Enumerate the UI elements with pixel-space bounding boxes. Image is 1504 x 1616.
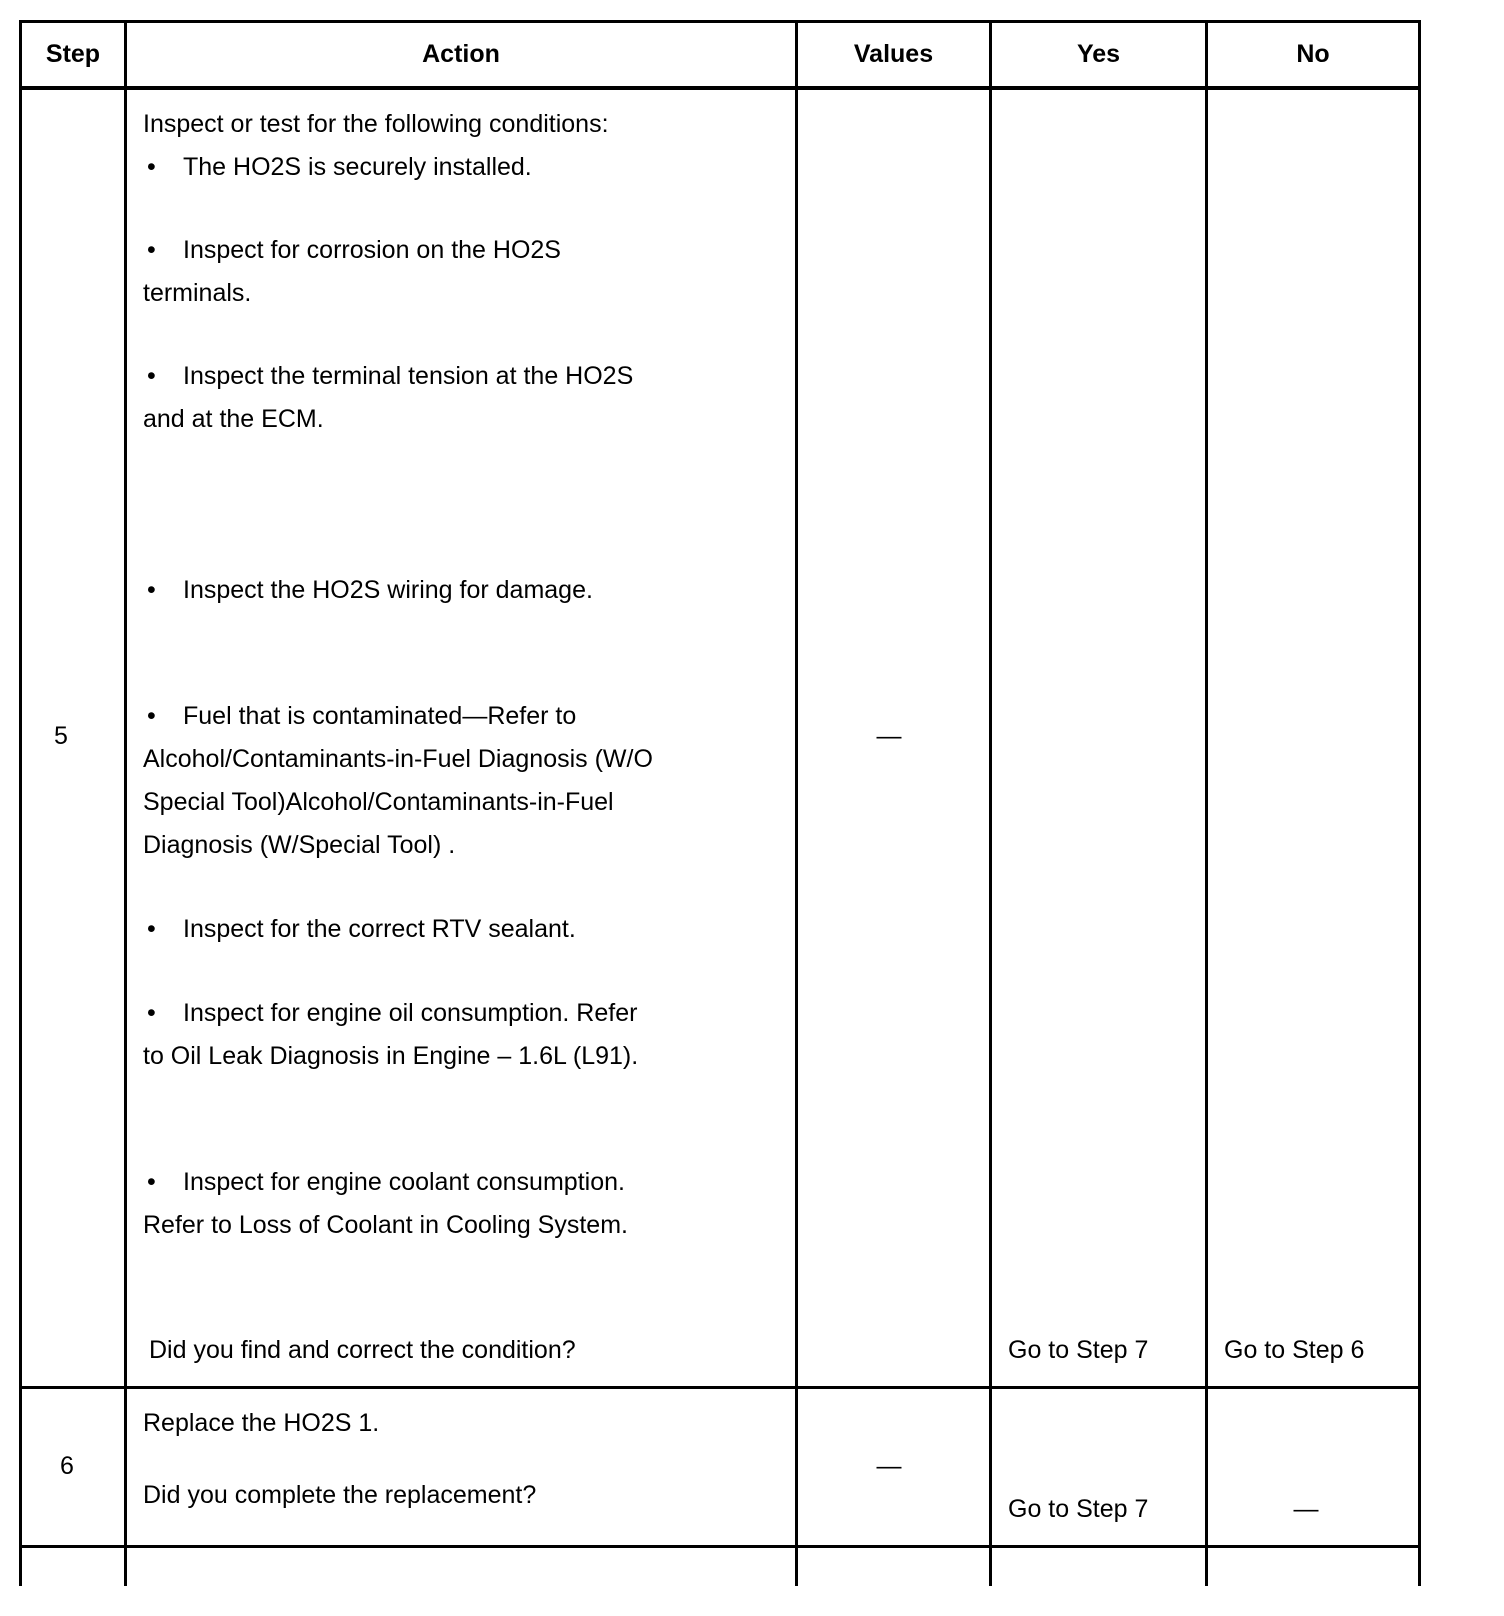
col-divider-4 (1205, 20, 1208, 1586)
no-cell: Go to Step 6 (1224, 1336, 1365, 1364)
bullet: • (147, 236, 156, 264)
list-item-continuation: Alcohol/Contaminants-in-Fuel Diagnosis (W/O (143, 745, 653, 773)
list-item-continuation: Special Tool)Alcohol/Contaminants-in-Fuel (143, 788, 614, 816)
header-no: No (1296, 40, 1330, 68)
action-question: Did you complete the replacement? (143, 1481, 537, 1509)
bullet: • (147, 1168, 156, 1196)
bullet: • (147, 915, 156, 943)
header-divider (19, 86, 1421, 90)
yes-cell: Go to Step 7 (1008, 1495, 1149, 1523)
table-border-bottom (19, 1545, 1421, 1548)
action-line: Replace the HO2S 1. (143, 1409, 380, 1437)
header-action: Action (422, 40, 500, 68)
values-cell: — (876, 1452, 902, 1480)
bullet: • (147, 576, 156, 604)
action-question: Did you find and correct the condition? (149, 1336, 576, 1364)
table-border-right (1418, 20, 1421, 1586)
list-item: • The HO2S is securely installed. (143, 145, 532, 189)
table-border-top (19, 20, 1421, 23)
values-cell: — (876, 722, 902, 750)
header-yes: Yes (1076, 40, 1121, 68)
col-divider-3 (989, 20, 992, 1586)
no-cell: — (1293, 1495, 1319, 1523)
col-divider-1 (124, 20, 127, 1586)
list-item-continuation: terminals. (143, 279, 252, 307)
bullet: • (147, 702, 156, 730)
action-intro: Inspect or test for the following conditions: (143, 110, 609, 138)
list-item: • Inspect for the correct RTV sealant. (143, 907, 576, 951)
diagnostic-table (19, 20, 1457, 1586)
list-item-continuation: Diagnosis (W/Special Tool) . (143, 831, 456, 859)
table-border-left (19, 20, 22, 1586)
step-number: 5 (54, 722, 68, 750)
list-item-continuation: Refer to Loss of Coolant in Cooling System. (143, 1211, 628, 1239)
step-number: 6 (60, 1452, 74, 1480)
list-item: • Fuel that is contaminated—Refer to (143, 694, 576, 738)
list-item: • Inspect for engine coolant consumption. (143, 1160, 625, 1204)
list-item: • Inspect for corrosion on the HO2S (143, 228, 561, 272)
list-item-continuation: to Oil Leak Diagnosis in Engine – 1.6L (L91). (143, 1042, 639, 1070)
bullet: • (147, 153, 156, 181)
header-values: Values (853, 40, 934, 68)
list-item: • Inspect the terminal tension at the HO2S (143, 354, 633, 398)
row-divider (19, 1386, 1421, 1389)
bullet: • (147, 362, 156, 390)
list-item: • Inspect the HO2S wiring for damage. (143, 568, 593, 612)
col-divider-2 (795, 20, 798, 1586)
bullet: • (147, 999, 156, 1027)
list-item: • Inspect for engine oil consumption. Refer (143, 991, 637, 1035)
yes-cell: Go to Step 7 (1008, 1336, 1149, 1364)
header-step: Step (45, 40, 101, 68)
list-item-continuation: and at the ECM. (143, 405, 324, 433)
action-cell-step-6 (143, 1401, 783, 1541)
action-cell-step-5 (143, 102, 783, 1382)
